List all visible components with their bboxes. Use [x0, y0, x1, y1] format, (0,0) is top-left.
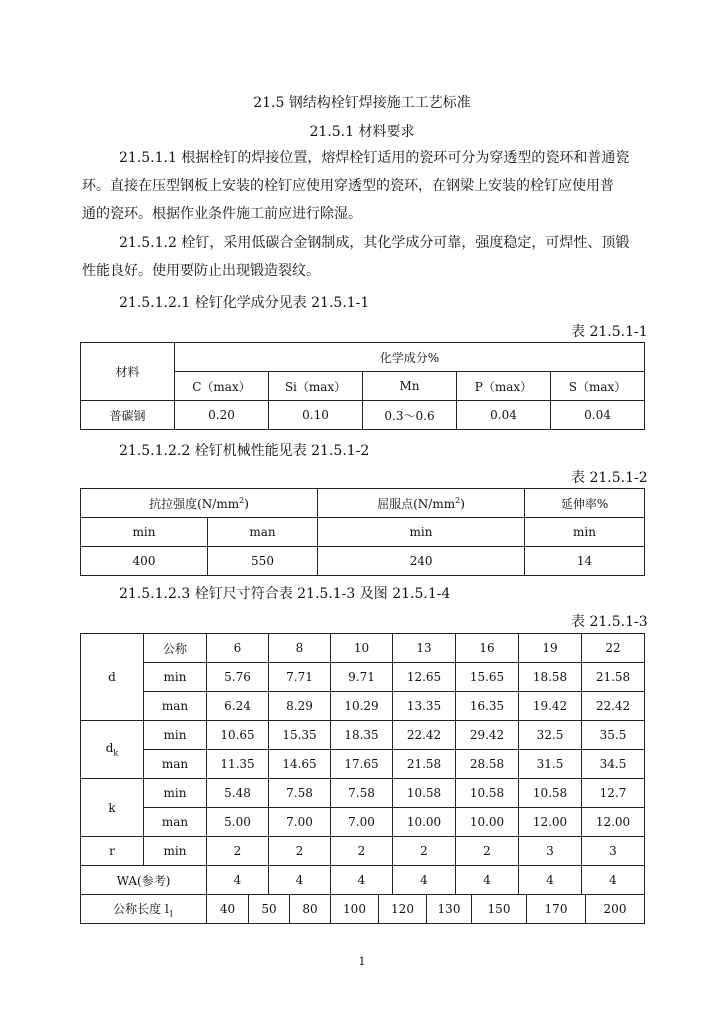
- col-header: Mn: [363, 372, 457, 401]
- value-cell: 2: [207, 837, 269, 866]
- value-cell: 2: [269, 837, 331, 866]
- value-cell: 13.35: [393, 692, 456, 721]
- value-cell: 7.71: [269, 663, 331, 692]
- section-subtitle: 21.5.1 材料要求: [309, 124, 415, 140]
- length-cell: 120: [379, 895, 427, 924]
- value-cell: 6.24: [207, 692, 269, 721]
- sub-header: min: [81, 518, 208, 547]
- elongation-header: 延伸率%: [525, 489, 645, 518]
- value-cell: 21.58: [393, 750, 456, 779]
- mechanical-properties-table: [80, 488, 645, 576]
- value-cell: 35.5: [582, 721, 645, 750]
- sub-header: min: [318, 518, 525, 547]
- man-label: man: [144, 750, 207, 779]
- table3-label: 表 21.5.1-3: [571, 614, 648, 630]
- min-label: min: [144, 663, 207, 692]
- sub-header: man: [208, 518, 318, 547]
- value-cell: 21.58: [582, 663, 645, 692]
- material-cell: 普碳钢: [81, 401, 175, 430]
- value-cell: 12.65: [393, 663, 456, 692]
- value-cell: 15.35: [269, 721, 331, 750]
- col-header: Si（max）: [269, 372, 363, 401]
- page-title: 21.5 钢结构栓钉焊接施工工艺标准: [253, 95, 471, 111]
- table2-label: 表 21.5.1-2: [571, 470, 648, 486]
- r-label: r: [81, 837, 144, 866]
- value-cell: 5.00: [207, 808, 269, 837]
- sub-header: min: [525, 518, 645, 547]
- tensile-header: 抗拉强度$(N/mm^2)$: [81, 489, 318, 518]
- value-cell: 5.48: [207, 779, 269, 808]
- para1-line2: 环。直接在压型钢板上安装的栓钉应使用穿透型的瓷环，在钢梁上安装的栓钉应使用普: [82, 178, 614, 194]
- value-cell: 12.00: [582, 808, 645, 837]
- value-cell: 10.29: [331, 692, 393, 721]
- value-cell: 400: [81, 547, 208, 576]
- value-cell: 16.35: [456, 692, 519, 721]
- value-cell: 28.58: [456, 750, 519, 779]
- value-cell: 4: [582, 866, 645, 895]
- length-cell: 80: [290, 895, 331, 924]
- value-cell: 0.04: [551, 401, 645, 430]
- value-cell: 5.76: [207, 663, 269, 692]
- nominal-cell: 19: [519, 634, 582, 663]
- value-cell: 10.58: [393, 779, 456, 808]
- length-cell: 40: [207, 895, 249, 924]
- section-heading-mech: 21.5.1.2.2 栓钉机械性能见表 21.5.1-2: [119, 443, 370, 459]
- value-cell: 0.3～0.6: [363, 401, 457, 430]
- value-cell: 19.42: [519, 692, 582, 721]
- para2-line1: 21.5.1.2 栓钉，采用低碳合金钢制成，其化学成分可靠，强度稳定，可焊性、顶锻: [119, 235, 630, 251]
- d-label: d: [81, 634, 144, 721]
- min-label: min: [144, 721, 207, 750]
- value-cell: 0.04: [457, 401, 551, 430]
- col-header: S（max）: [551, 372, 645, 401]
- value-cell: 3: [582, 837, 645, 866]
- value-cell: 7.58: [331, 779, 393, 808]
- para1-line1: 21.5.1.1 根据栓钉的焊接位置，熔焊栓钉适用的瓷环可分为穿透型的瓷环和普通瓷: [119, 150, 630, 166]
- yield-header: 屈服点$(N/mm^2)$: [318, 489, 525, 518]
- length-cell: 130: [427, 895, 472, 924]
- value-cell: 12.00: [519, 808, 582, 837]
- nominal-cell: 13: [393, 634, 456, 663]
- value-cell: 7.58: [269, 779, 331, 808]
- chem-group-header: 化学成分%: [175, 343, 645, 372]
- value-cell: 7.00: [331, 808, 393, 837]
- nominal-label: 公称: [144, 634, 207, 663]
- value-cell: 0.20: [175, 401, 269, 430]
- value-cell: 11.35: [207, 750, 269, 779]
- value-cell: 22.42: [582, 692, 645, 721]
- man-label: man: [144, 808, 207, 837]
- value-cell: 32.5: [519, 721, 582, 750]
- nominal-cell: 8: [269, 634, 331, 663]
- value-cell: 10.00: [456, 808, 519, 837]
- value-cell: 8.29: [269, 692, 331, 721]
- value-cell: 14: [525, 547, 645, 576]
- value-cell: 7.00: [269, 808, 331, 837]
- length-cell: 150: [472, 895, 527, 924]
- value-cell: 2: [456, 837, 519, 866]
- value-cell: 15.65: [456, 663, 519, 692]
- min-label: min: [144, 837, 207, 866]
- value-cell: 4: [456, 866, 519, 895]
- para2-line2: 性能良好。使用要防止出现锻造裂纹。: [82, 263, 320, 279]
- value-cell: 4: [207, 866, 269, 895]
- value-cell: 34.5: [582, 750, 645, 779]
- value-cell: 17.65: [331, 750, 393, 779]
- section-heading-chem: 21.5.1.2.1 栓钉化学成分见表 21.5.1-1: [119, 295, 370, 311]
- k-label: k: [81, 779, 144, 837]
- value-cell: 31.5: [519, 750, 582, 779]
- nominal-length-label: 公称长度 $l_1$: [81, 895, 207, 924]
- dk-label: $d_k$: [81, 721, 144, 779]
- nominal-cell: 10: [331, 634, 393, 663]
- length-cell: 100: [331, 895, 379, 924]
- value-cell: 4: [519, 866, 582, 895]
- value-cell: 14.65: [269, 750, 331, 779]
- nominal-cell: 16: [456, 634, 519, 663]
- value-cell: 0.10: [269, 401, 363, 430]
- table1-label: 表 21.5.1-1: [571, 324, 648, 340]
- chemical-composition-table: [80, 342, 645, 430]
- section-heading-dims: 21.5.1.2.3 栓钉尺寸符合表 21.5.1-3 及图 21.5.1-4: [119, 586, 451, 602]
- length-cell: 200: [586, 895, 645, 924]
- value-cell: 2: [393, 837, 456, 866]
- value-cell: 12.7: [582, 779, 645, 808]
- value-cell: 240: [318, 547, 525, 576]
- value-cell: 2: [331, 837, 393, 866]
- value-cell: 3: [519, 837, 582, 866]
- man-label: man: [144, 692, 207, 721]
- para1-line3: 通的瓷环。根据作业条件施工前应进行除湿。: [82, 206, 362, 222]
- nominal-length-row: [80, 894, 645, 924]
- nominal-cell: 22: [582, 634, 645, 663]
- stud-dimensions-table: [80, 633, 645, 895]
- wa-label: WA(参考): [81, 866, 207, 895]
- col-header: P（max）: [457, 372, 551, 401]
- value-cell: 22.42: [393, 721, 456, 750]
- value-cell: 4: [393, 866, 456, 895]
- value-cell: 550: [208, 547, 318, 576]
- col-header: C（max）: [175, 372, 269, 401]
- value-cell: 4: [269, 866, 331, 895]
- value-cell: 18.35: [331, 721, 393, 750]
- value-cell: 10.58: [456, 779, 519, 808]
- min-label: min: [144, 779, 207, 808]
- length-cell: 170: [527, 895, 586, 924]
- value-cell: 9.71: [331, 663, 393, 692]
- value-cell: 4: [331, 866, 393, 895]
- value-cell: 10.58: [519, 779, 582, 808]
- nominal-cell: 6: [207, 634, 269, 663]
- value-cell: 18.58: [519, 663, 582, 692]
- length-cell: 50: [249, 895, 290, 924]
- value-cell: 10.65: [207, 721, 269, 750]
- material-header: 材料: [81, 343, 175, 401]
- value-cell: 10.00: [393, 808, 456, 837]
- value-cell: 29.42: [456, 721, 519, 750]
- page-number: 1: [358, 955, 366, 968]
